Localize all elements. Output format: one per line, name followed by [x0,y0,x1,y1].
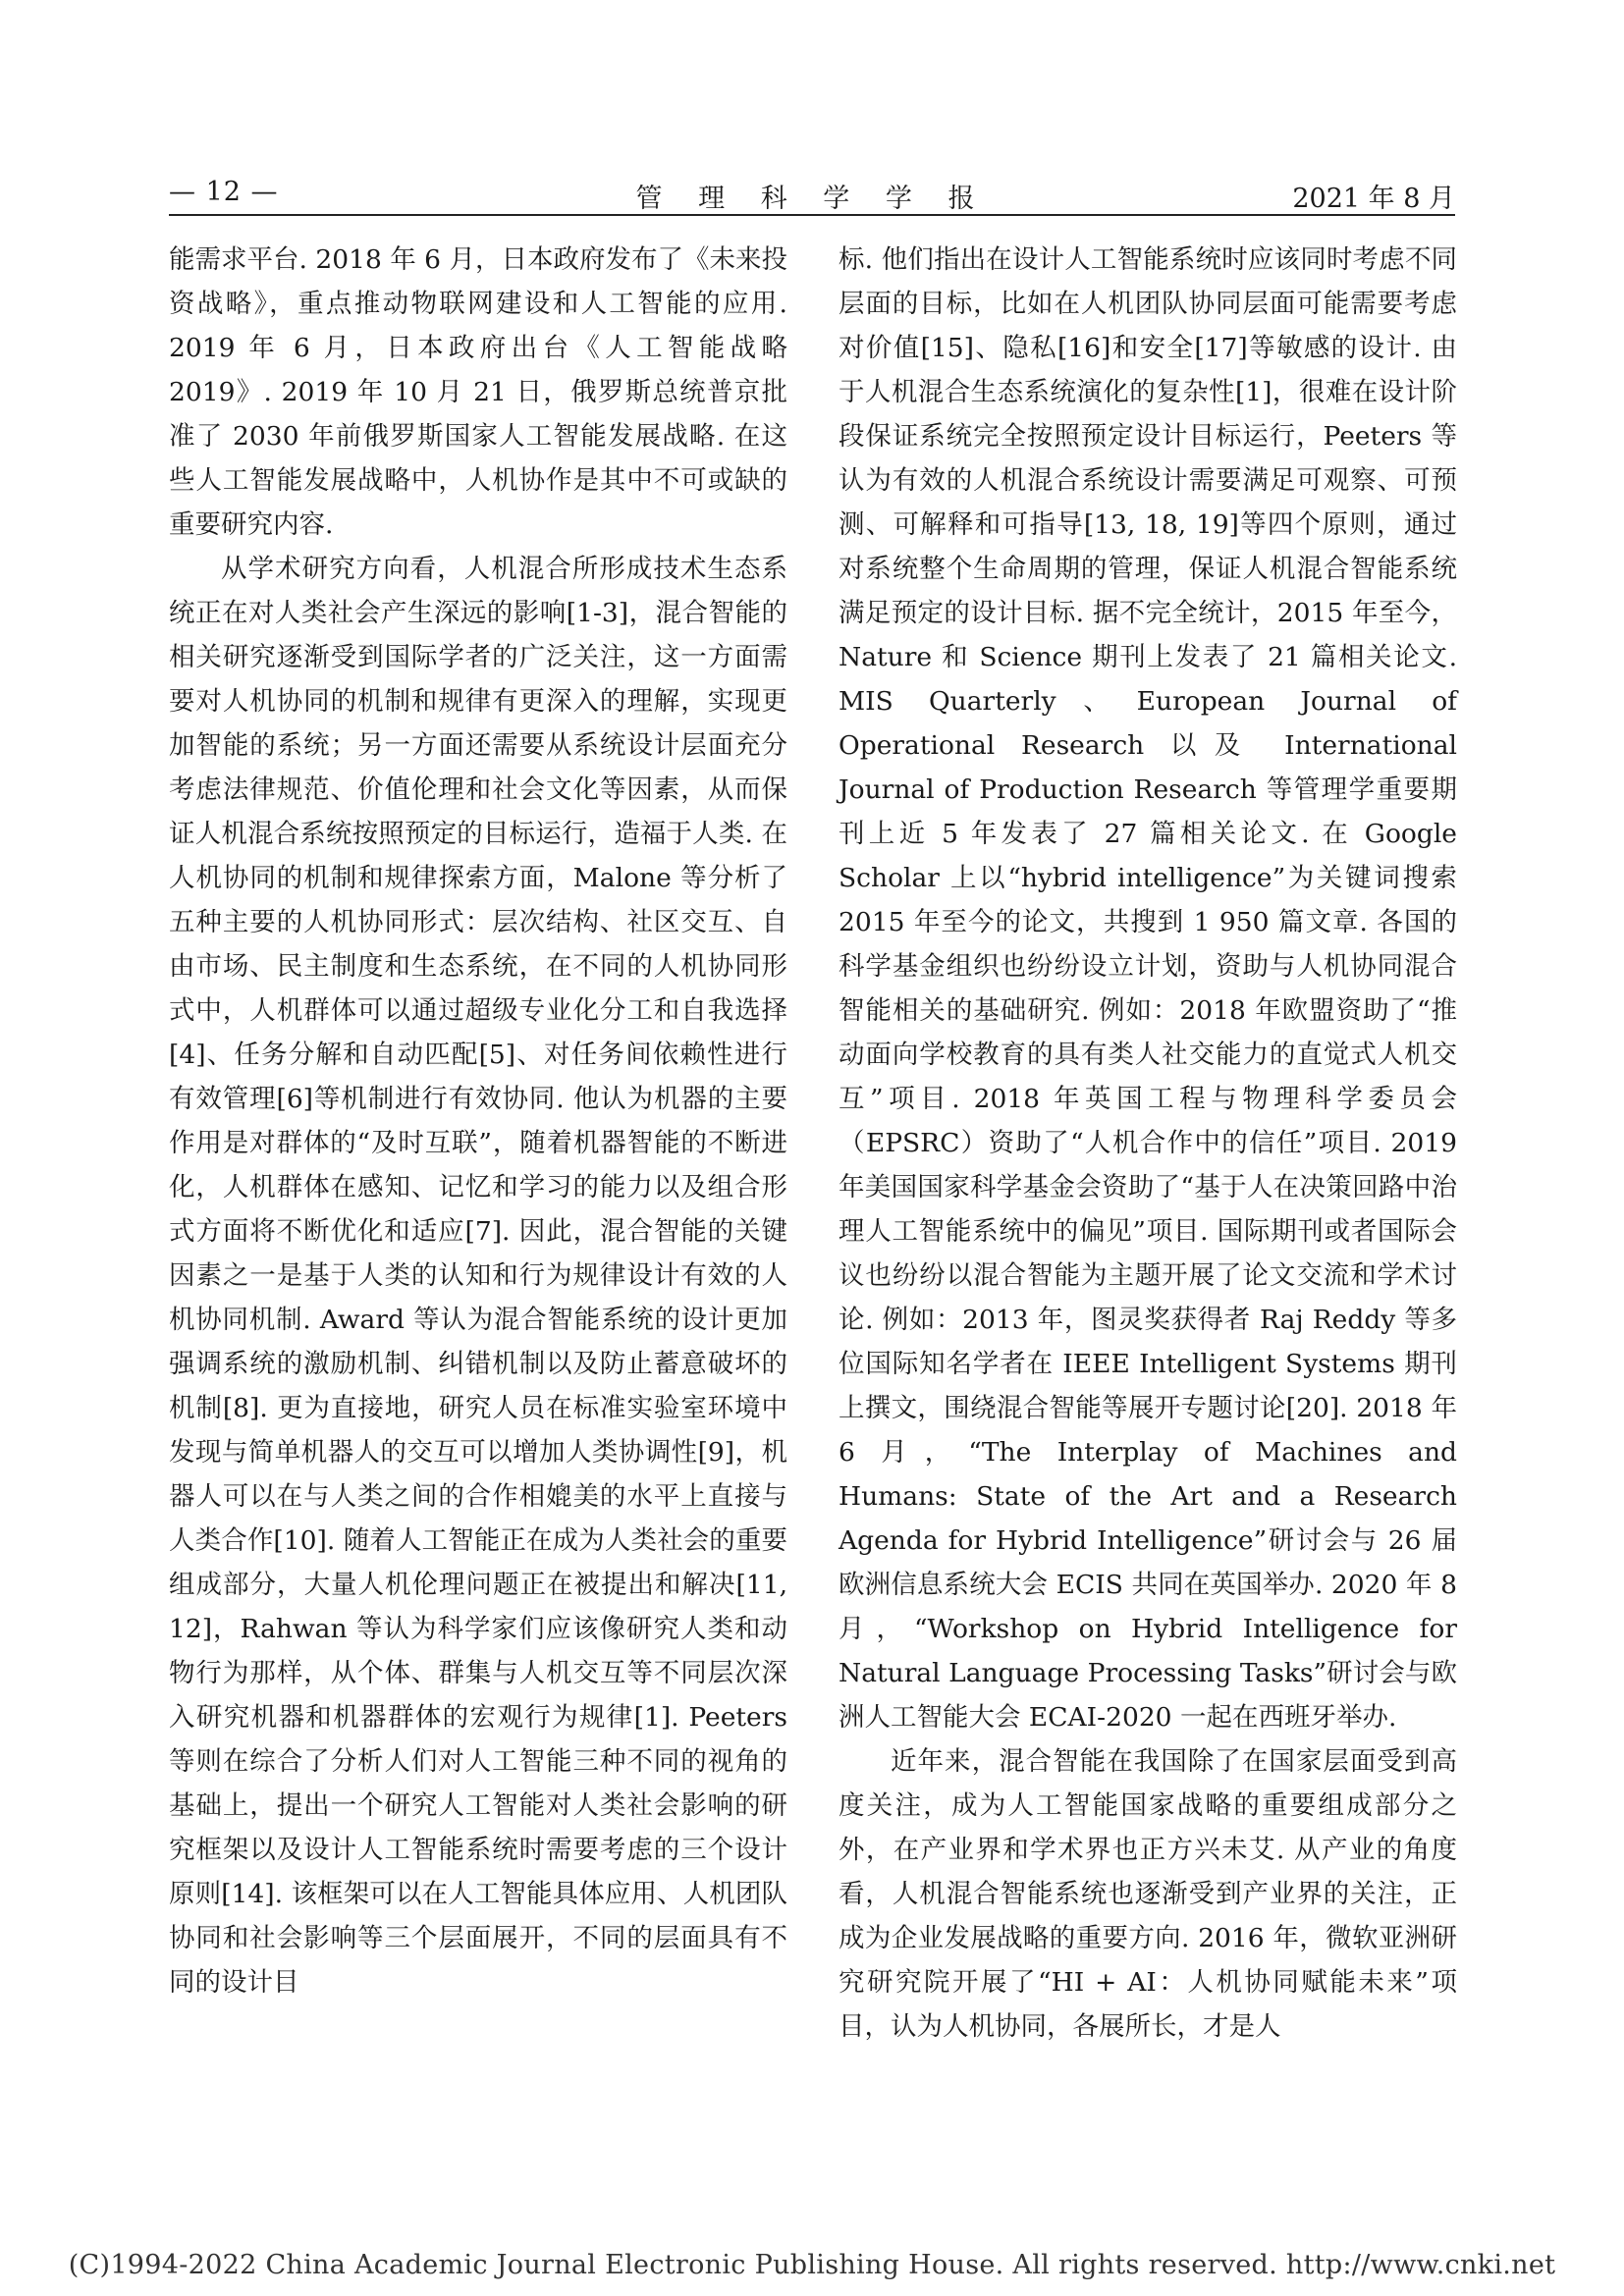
right-paragraph-1: 标. 他们指出在设计人工智能系统时应该同时考虑不同层面的目标，比如在人机团队协同层面可能需要考虑对价值[15]、隐私[16]和安全[17]等敏感的设计. 由于人机混合生态系统演化的复杂性[1]，很难在设计阶段保证系统完全按照预定设计目标运行，Peeters 等认为有效的人机混合系统设计需要满足可观察、可预测、可解释和可指导[13, 18, 19]等四个原则，通过对系统整个生命周期的管理，保证人机混合智能系统满足预定的设计目标. 据不完全统计，2015 年至今，Nature 和 Science 期刊上发表了 21 篇相关论文. MIS Quarterly、European Journal of Operational Research 以及 International Journal of Production Research 等管理学重要期刊上近 5 年发表了 27 篇相关论文. 在 Google Scholar 上以“hybrid intelligence”为关键词搜索 2015 年至今的论文，共搜到 1 950 篇文章. 各国的科学基金组织也纷纷设立计划，资助与人机协同混合智能相关的基础研究. 例如：2018 年欧盟资助了“推动面向学校教育的具有类人社交能力的直觉式人机交互”项目. 2018 年英国工程与物理科学委员会（EPSRC）资助了“人机合作中的信任”项目. 2019 年美国国家科学基金会资助了“基于人在决策回路中治理人工智能系统中的偏见”项目. 国际期刊或者国际会议也纷纷以混合智能为主题开展了论文交流和学术讨论. 例如：2013 年，图灵奖获得者 Raj Reddy 等多位国际知名学者在 IEEE Intelligent Systems 期刊上撰文，围绕混合智能等展开专题讨论[20]. 2018 年 6 月，“The Interplay of Machines and Humans: State of the Art and a Research Agenda for Hybrid Intelligence”研讨会与 26 届欧洲信息系统大会 ECIS 共同在英国举办. 2020 年 8 月，“Workshop on Hybrid Intelligence for Natural Language Processing Tasks”研讨会与欧洲人工智能大会 ECAI-2020 一起在西班牙举办. [839,244,1457,1733]
left-column [169,238,787,2004]
right-paragraph-2: 近年来，混合智能在我国除了在国家层面受到高度关注，成为人工智能国家战略的重要组成部分之外，在产业界和学术界也正方兴未艾. 从产业的角度看，人机混合智能系统也逐渐受到产业界的关注，正成为企业发展战略的重要方向. 2016 年，微软亚洲研究研究院开展了“HI + AI：人机协同赋能未来”项目，认为人机协同，各展所长，才是人 [839,1746,1457,2042]
left-paragraph-1: 能需求平台. 2018 年 6 月，日本政府发布了《未来投资战略》，重点推动物联网建设和人工智能的应用. 2019 年 6 月，日本政府出台《人工智能战略 2019》. 2019 年 10 月 21 日，俄罗斯总统普京批准了 2030 年前俄罗斯国家人工智能发展战略. 在这些人工智能发展战略中，人机协作是其中不可或缺的重要研究内容. [169,244,787,540]
journal-title: 管 理 科 学 学 报 [635,184,989,214]
copyright-footer: (C)1994-2022 China Academic Journal Electronic Publishing House. All rights reserved. http://www.cnki.net [68,2250,1556,2280]
right-column [839,238,1457,2049]
header-rule [169,214,1455,216]
issue-date: 2021 年 8 月 [1292,184,1455,214]
page-number: — 12 — [169,177,279,207]
left-paragraph-2: 从学术研究方向看，人机混合所形成技术生态系统正在对人类社会产生深远的影响[1-3]，混合智能的相关研究逐渐受到国际学者的广泛关注，这一方面需要对人机协同的机制和规律有更深入的理解，实现更加智能的系统；另一方面还需要从系统设计层面充分考虑法律规范、价值伦理和社会文化等因素，从而保证人机混合系统按照预定的目标运行，造福于人类. 在人机协同的机制和规律探索方面，Malone 等分析了五种主要的人机协同形式：层次结构、社区交互、自由市场、民主制度和生态系统，在不同的人机协同形式中，人机群体可以通过超级专业化分工和自我选择[4]、任务分解和自动匹配[5]、对任务间依赖性进行有效管理[6]等机制进行有效协同. 他认为机器的主要作用是对群体的“及时互联”，随着机器智能的不断进化，人机群体在感知、记忆和学习的能力以及组合形式方面将不断优化和适应[7]. 因此，混合智能的关键因素之一是基于人类的认知和行为规律设计有效的人机协同机制. Award 等认为混合智能系统的设计更加强调系统的激励机制、纠错机制以及防止蓄意破坏的机制[8]. 更为直接地，研究人员在标准实验室环境中发现与简单机器人的交互可以增加人类协调性[9]，机器人可以在与人类之间的合作相媲美的水平上直接与人类合作[10]. 随着人工智能正在成为人类社会的重要组成部分，大量人机伦理问题正在被提出和解决[11, 12]，Rahwan 等认为科学家们应该像研究人类和动物行为那样，从个体、群集与人机交互等不同层次深入研究机器和机器群体的宏观行为规律[1]. Peeters 等则在综合了分析人们对人工智能三种不同的视角的基础上，提出一个研究人工智能对人类社会影响的研究框架以及设计人工智能系统时需要考虑的三个设计原则[14]. 该框架可以在人工智能具体应用、人机团队协同和社会影响等三个层面展开，不同的层面具有不同的设计目 [169,554,787,1998]
